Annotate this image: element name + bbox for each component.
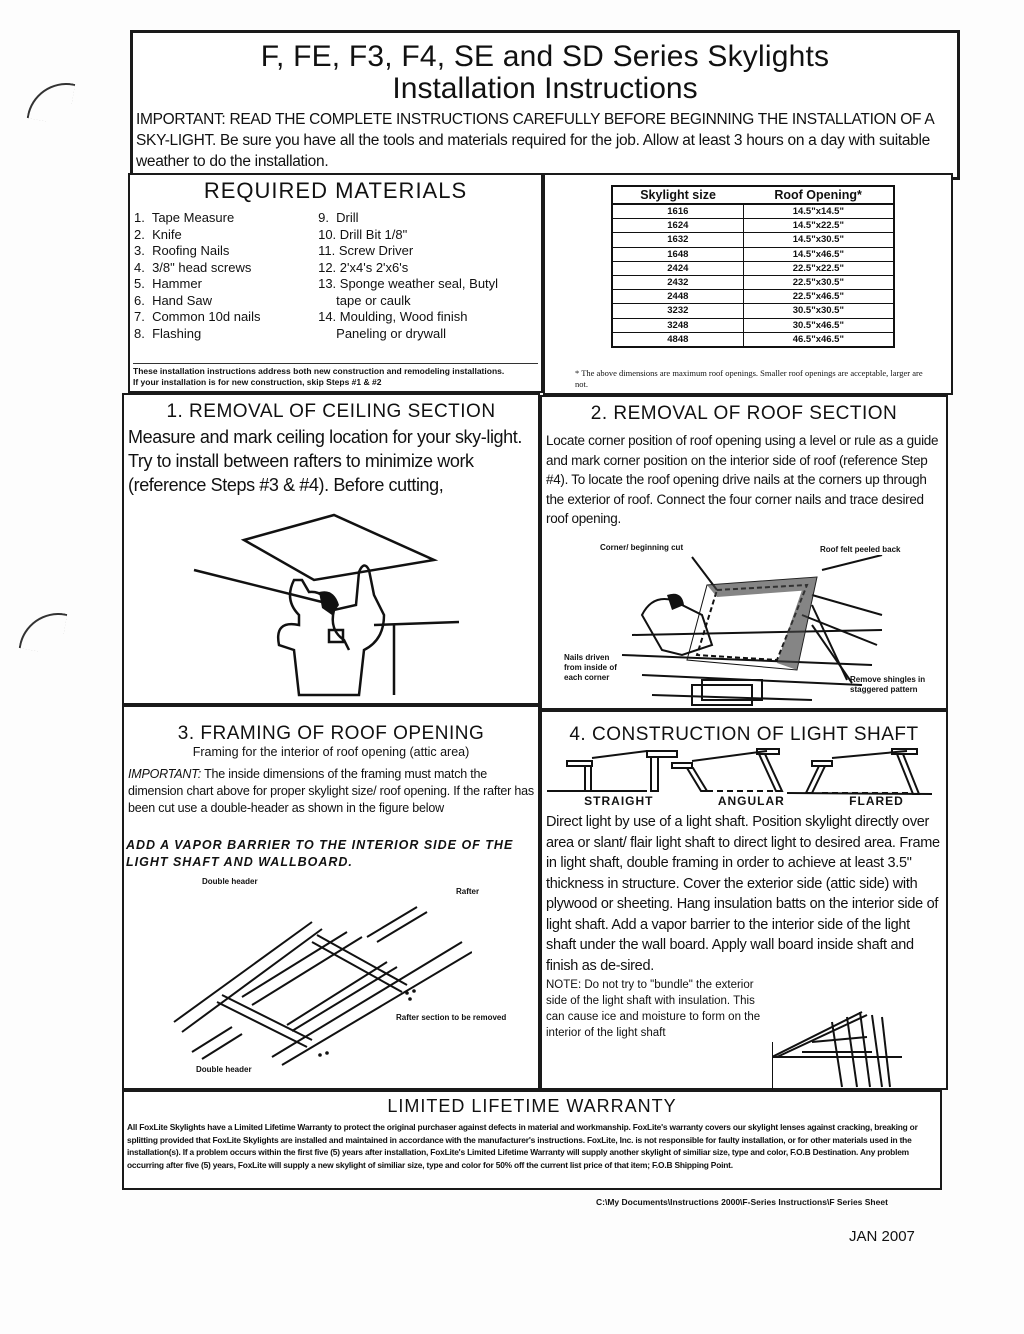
material-item: 9. Drill	[318, 210, 359, 225]
table-row	[612, 219, 894, 233]
size-cell: 2424	[612, 261, 743, 275]
material-item: 3. Roofing Nails	[134, 243, 230, 258]
vapor-barrier-notice: ADD A VAPOR BARRIER TO THE INTERIOR SIDE OF THE LIGHT SHAFT AND WALLBOARD.	[126, 838, 514, 869]
caption-corner-cut: Corner/ beginning cut	[600, 543, 684, 552]
caption-rafter-section: Rafter section to be removed	[396, 1013, 507, 1022]
warranty-title: LIMITED LIFETIME WARRANTY	[387, 1096, 677, 1116]
file-path: C:\My Documents\Instructions 2000\F-Series Instructions\F Series Sheet	[596, 1197, 888, 1207]
opening-cell: 14.5"x30.5"	[743, 233, 894, 247]
required-materials-box	[128, 173, 543, 393]
material-item: 10. Drill Bit 1/8"	[318, 226, 408, 242]
size-cell: 3248	[612, 318, 743, 332]
step-2-section	[540, 395, 948, 710]
opening-cell: 14.5"x22.5"	[743, 219, 894, 233]
skylight-size-table	[611, 185, 895, 348]
table-row	[612, 304, 894, 318]
shaft-type-labels	[542, 794, 946, 808]
material-item: 2. Knife	[134, 226, 182, 242]
step-3-subtitle: Framing for the interior of roof opening (attic area)	[192, 745, 470, 759]
construction-note-line: These installation instructions address both new construction and remodeling installations.	[133, 366, 505, 376]
material-item: 13. Sponge weather seal, Butyl	[318, 276, 499, 291]
size-cell: 3232	[612, 304, 743, 318]
step-4-note: NOTE: Do not try to "bundle" the exterior side of the light shaft with insulation. This can cause ice and moisture to form on the interior of the light shaft	[546, 979, 761, 1039]
step-3-important	[128, 766, 534, 817]
table-row	[612, 275, 894, 289]
step-2-title: 2. REMOVAL OF ROOF SECTION	[590, 403, 898, 424]
roof-removal-illustration	[612, 555, 892, 710]
shaft-type-angular: ANGULAR	[717, 794, 785, 808]
document-title: F, FE, F3, F4, SE and SD Series Skylights	[260, 40, 830, 73]
ceiling-removal-illustration	[184, 510, 484, 700]
step-2-body: Locate corner position of roof opening using a level or rule as a guide and mark corner position on the interior side of roof (reference Step #4). To locate the roof opening drive nails at the corners up through the exterior of roof. Connect the four corner nails and trace desired roof opening.	[546, 433, 939, 526]
materials-list-left	[134, 210, 318, 342]
opening-cell: 14.5"x46.5"	[743, 247, 894, 261]
materials-title: REQUIRED MATERIALS	[203, 178, 468, 203]
document-date: JAN 2007	[849, 1228, 915, 1245]
column-header-opening: Roof Opening*	[743, 186, 894, 204]
size-cell: 2432	[612, 275, 743, 289]
table-row	[612, 290, 894, 304]
shaft-type-straight: STRAIGHT	[584, 794, 654, 808]
step-3-section	[122, 705, 540, 1090]
size-cell: 1624	[612, 219, 743, 233]
step-1-title: 1. REMOVAL OF CEILING SECTION	[166, 401, 496, 422]
caption-double-header-bottom: Double header	[196, 1065, 252, 1074]
material-item: Paneling or drywall	[318, 325, 446, 341]
table-row	[612, 204, 894, 219]
header-box	[130, 30, 960, 180]
size-table-footnote: * The above dimensions are maximum roof openings. Smaller roof openings are acceptable, larger are not.	[575, 368, 923, 389]
material-item: 7. Common 10d nails	[134, 309, 261, 324]
caption-nails-driven: Nails driven from inside of each corner	[564, 653, 617, 682]
materials-list-right	[318, 210, 537, 342]
punch-hole-mark	[19, 607, 68, 656]
material-item: 11. Screw Driver	[318, 243, 414, 258]
construction-note	[133, 363, 538, 388]
roof-framing-illustration	[172, 897, 472, 1067]
size-cell: 1632	[612, 233, 743, 247]
shaft-type-flared: FLARED	[849, 794, 904, 808]
important-notice: IMPORTANT: READ THE COMPLETE INSTRUCTIONS CAREFULLY BEFORE BEGINNING THE INSTALLATION OF A SKY-LIGHT. Be sure you have all the tools and materials required for the job. Allow at least 3 hours on a day with suitable weather to do the installation.	[136, 111, 934, 170]
size-cell: 2448	[612, 290, 743, 304]
skylight-size-box	[543, 173, 953, 395]
material-item: 14. Moulding, Wood finish	[318, 309, 468, 324]
punch-hole-mark	[27, 77, 76, 126]
step-3-important-body: The inside dimensions of the framing must match the dimension chart above for proper skylight size/ roof opening. If the rafter has been cut use a double-header as shown in the figure below	[128, 767, 534, 815]
step-4-body: Direct light by use of a light shaft. Position skylight directly over area or slant/ flair light shaft to direct light to desired area. Frame in light shaft, double framing in order to achieve at least 3.5" thickness in structure. Cover the exterior side (attic side) with plywood or sheeting. Hang insulation batts on the interior side of light shaft. Add a vapor barrier to the interior side of the light shaft under the wall board. Apply wall board inside shaft and finish as de-sired.	[546, 814, 940, 974]
opening-cell: 14.5"x14.5"	[743, 204, 894, 219]
material-item: 6. Hand Saw	[134, 292, 213, 308]
size-cell: 1648	[612, 247, 743, 261]
material-item: 5. Hammer	[134, 276, 202, 291]
opening-cell: 22.5"x46.5"	[743, 290, 894, 304]
step-1-section	[122, 393, 540, 705]
light-shaft-types-illustration	[547, 746, 942, 796]
size-cell: 1616	[612, 204, 743, 219]
material-item: 12. 2'x4's 2'x6's	[318, 259, 409, 275]
column-header-size: Skylight size	[612, 186, 743, 204]
caption-rafter: Rafter	[456, 887, 480, 896]
step-4-title: 4. CONSTRUCTION OF LIGHT SHAFT	[569, 724, 919, 745]
table-row	[612, 247, 894, 261]
table-row	[612, 318, 894, 332]
opening-cell: 30.5"x46.5"	[743, 318, 894, 332]
step-1-body: Measure and mark ceiling location for your sky-light. Try to install between rafters to minimize work (reference Steps #3 & #4). Before cutting,	[128, 427, 522, 495]
opening-cell: 22.5"x22.5"	[743, 261, 894, 275]
material-item: tape or caulk	[318, 292, 411, 308]
table-row	[612, 332, 894, 347]
important-label: IMPORTANT:	[128, 767, 202, 781]
table-row	[612, 233, 894, 247]
material-item: 1. Tape Measure	[134, 210, 235, 225]
document-subtitle: Installation Instructions	[392, 72, 698, 105]
material-item: 8. Flashing	[134, 325, 202, 341]
opening-cell: 30.5"x30.5"	[743, 304, 894, 318]
table-row	[612, 261, 894, 275]
warranty-body: All FoxLite Skylights have a Limited Lifetime Warranty to protect the original purchaser against defects in material and workmanship. FoxLite's warranty covers our skylight lenses against cracking, breaking or splitting provided that FoxLite Skylights are installed and maintained in accordance with the manufacturer's instructions. FoxLite, Inc. is not responsible for faulty installation, or for other materials used in the installation(s). If a problem occurs within the first five (5) years after installation, FoxLite's Limited Lifetime Warranty will supply another skylight of similiar size, type and color, F.O.B Destination. Any problem occurring after five (5) years, FoxLite will supply a new skylight of similiar size, type and color for 50% off the current list price of that item; F.O.B Shipping Point.	[127, 1122, 918, 1170]
light-shaft-frame-illustration	[772, 1007, 912, 1092]
step-3-title: 3. FRAMING OF ROOF OPENING	[177, 723, 485, 744]
caption-roof-felt: Roof felt peeled back	[820, 545, 901, 554]
caption-remove-shingles: Remove shingles in staggered pattern	[850, 675, 926, 694]
warranty-box	[122, 1090, 942, 1190]
opening-cell: 46.5"x46.5"	[743, 332, 894, 347]
opening-cell: 22.5"x30.5"	[743, 275, 894, 289]
construction-note-line: If your installation is for new construction, skip Steps #1 & #2	[133, 377, 382, 387]
caption-double-header-top: Double header	[202, 877, 258, 886]
size-cell: 4848	[612, 332, 743, 347]
step-4-section	[540, 710, 948, 1090]
material-item: 4. 3/8" head screws	[134, 259, 252, 275]
